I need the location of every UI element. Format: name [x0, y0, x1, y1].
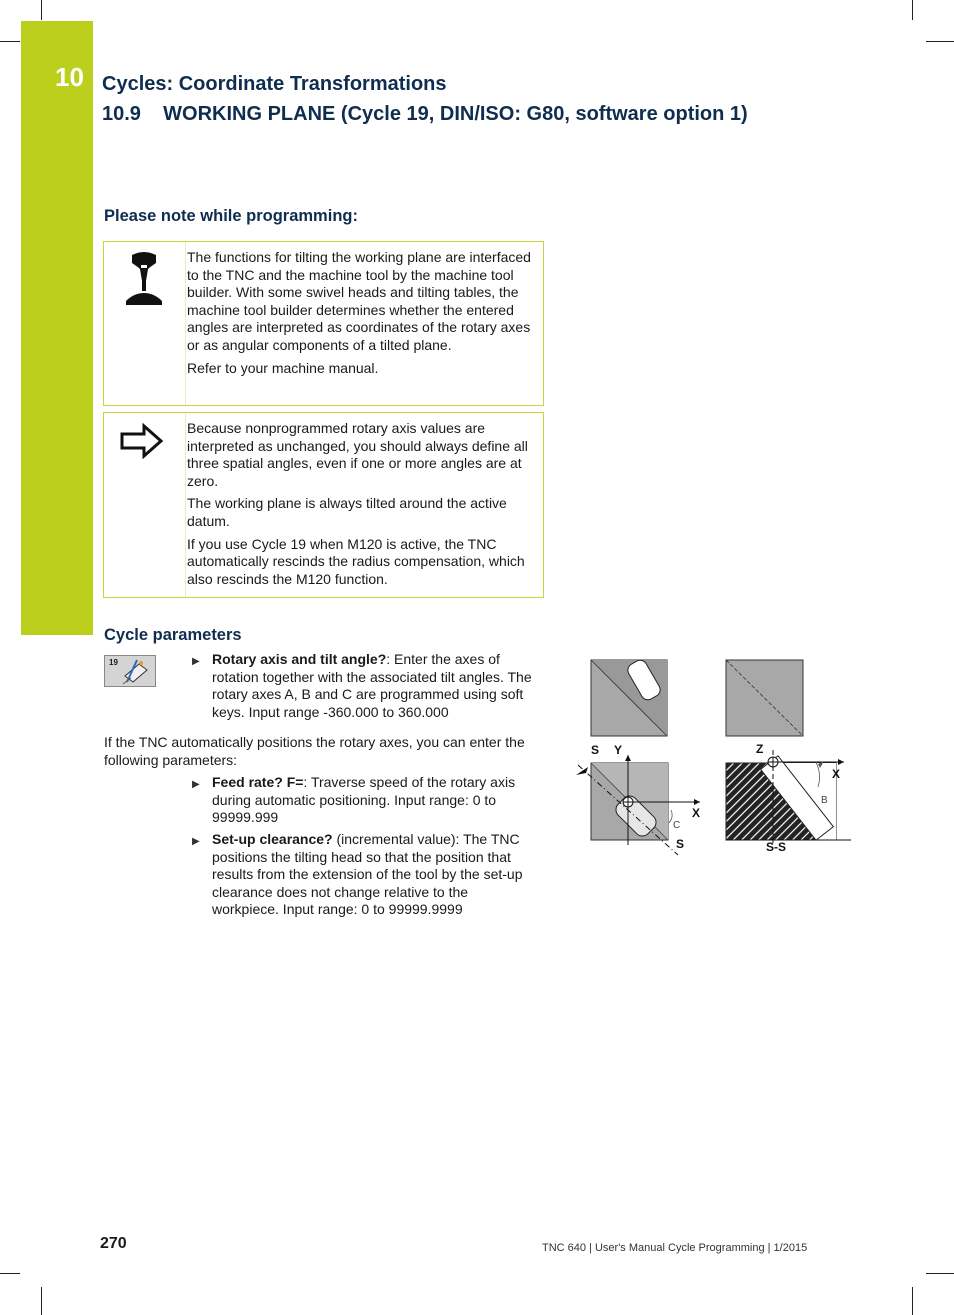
cycle-19-softkey-icon	[105, 656, 155, 686]
note-paragraph: If you use Cycle 19 when M120 is active, the TNC automatically rescinds the radius compensation, which also rescinds the M120 function.	[187, 535, 525, 587]
intro-text: If the TNC automatically positions the rotary axes, you can enter the following parameters:	[104, 734, 525, 768]
label-c: C	[673, 820, 681, 831]
param-description: : Traverse speed of the rotary axis during automatic positioning. Input range: 0 to 99999.999	[212, 774, 516, 826]
crop-mark	[41, 0, 42, 20]
crop-mark	[0, 1273, 20, 1274]
crop-mark	[912, 1287, 913, 1315]
note-box-machine	[103, 241, 544, 406]
crop-mark	[926, 41, 954, 42]
note-paragraph: Because nonprogrammed rotary axis values are interpreted as unchanged, you should always define all three spatial angles, even if one or more angles are at zero.	[187, 420, 528, 489]
chapter-tab	[21, 21, 93, 635]
bullet-icon: ▶	[192, 656, 200, 667]
param-name: Feed rate? F=	[212, 774, 304, 790]
bullet-icon: ▶	[192, 836, 200, 847]
machine-tool-icon	[122, 251, 166, 307]
section-title: 10.9 WORKING PLANE (Cycle 19, DIN/ISO: G80, software option 1)	[102, 103, 748, 125]
note-paragraph: Refer to your machine manual.	[187, 359, 379, 376]
crop-mark	[0, 41, 20, 42]
note-paragraph: The functions for tilting the working plane are interfaced to the TNC and the machine tool by the machine tool builder. With some swivel heads and tilting tables, the machine tool builder determines whether the entered angles are interpreted as coordinates of the rotary axes or as angular components of a tilted plane.	[187, 249, 531, 353]
arrow-right-icon	[120, 423, 164, 459]
label-s-top: S	[591, 743, 600, 757]
page-number: 270	[100, 1235, 127, 1252]
note-text	[187, 420, 532, 593]
label-b: B	[821, 795, 828, 806]
label-y: Y	[614, 743, 623, 757]
label-x-left: X	[692, 806, 701, 820]
cycle-19-softkey	[104, 655, 156, 687]
label-z: Z	[756, 742, 764, 756]
note-box-arrow	[103, 412, 544, 598]
label-section: S-S	[766, 840, 787, 854]
bullet-icon: ▶	[192, 779, 200, 790]
chapter-number: 10	[55, 62, 84, 92]
param-name: Set-up clearance?	[212, 831, 333, 847]
footer-reference: TNC 640 | User's Manual Cycle Programming | 1/2015	[542, 1242, 808, 1254]
note-paragraph: The working plane is always tilted around the active datum.	[187, 495, 507, 529]
crop-mark	[926, 1273, 954, 1274]
cycle-parameters-heading: Cycle parameters	[104, 626, 242, 644]
param-description: (incremental value): The TNC positions the tilting head so that the position that results from the extension of the tool by the set-up clearance does not change relative to the workpiece. Input range: 0 to 99999.9999	[212, 831, 523, 918]
crop-mark	[41, 1287, 42, 1315]
label-x-right: X	[832, 767, 841, 781]
chapter-title: Cycles: Coordinate Transformations	[102, 73, 447, 95]
tilted-plane-diagram	[566, 655, 856, 860]
note-text	[187, 249, 532, 382]
param-description: : Enter the axes of rotation together with the associated tilt angles. The rotary axes A, B and C are programmed using soft keys. Input range -360.000 to 360.000	[212, 651, 532, 720]
crop-mark	[912, 0, 913, 20]
softkey-label: 19	[109, 658, 118, 667]
label-s-bottom: S	[676, 837, 685, 851]
param-name: Rotary axis and tilt angle?	[212, 651, 387, 667]
notes-heading: Please note while programming:	[104, 207, 358, 225]
